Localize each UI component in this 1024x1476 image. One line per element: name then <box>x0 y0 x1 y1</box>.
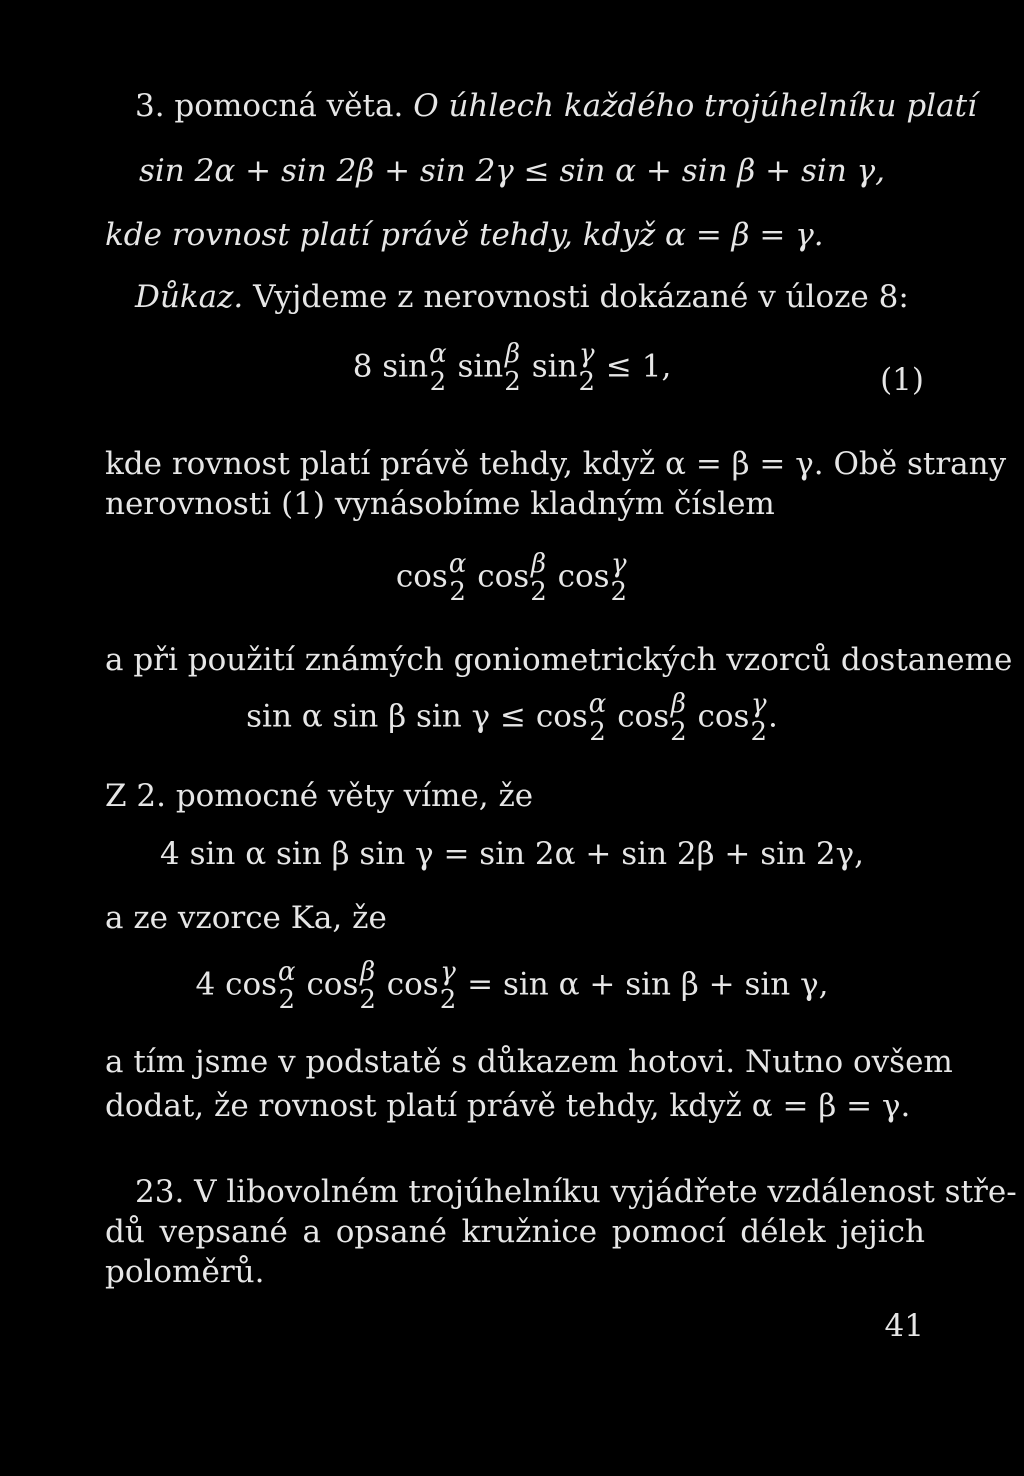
equation-number: (1) <box>880 362 924 398</box>
eq3-suffix: . <box>768 698 778 735</box>
fraction-gamma-half: γ 2 <box>610 549 628 607</box>
lemma-statement: O úhlech každého trojúhelníku platí <box>413 88 977 124</box>
fraction-alpha-half: α 2 <box>429 339 447 397</box>
eq1-prefix: 8 sin <box>352 348 429 385</box>
fraction-alpha-half: α 2 <box>448 549 467 607</box>
fraction-beta-half: β 2 <box>670 689 687 747</box>
proof-line-e: a ze vzorce Ka, že <box>105 900 387 936</box>
proof-line-d: Z 2. pomocné věty víme, že <box>105 778 534 814</box>
lemma-condition: kde rovnost platí právě tehdy, když α = β = γ. <box>105 217 824 253</box>
proof-line-f: a tím jsme v podstatě s důkazem hotovi. Nutno ovšem <box>105 1044 953 1080</box>
eq2-cos-2: cos <box>477 558 530 595</box>
eq1-sin-2: sin <box>531 348 578 385</box>
equation-4: 4 sin α sin β sin γ = sin 2α + sin 2β + sin 2γ, <box>160 836 864 872</box>
lemma-equation: sin 2α + sin 2β + sin 2γ ≤ sin α + sin β + sin γ, <box>138 153 886 189</box>
fraction-gamma-half: γ 2 <box>578 339 596 397</box>
eq5-suffix: = sin α + sin β + sin γ, <box>467 966 829 1003</box>
problem-23-line-2: dů vepsané a opsané kružnice pomocí délek jejich <box>105 1214 925 1250</box>
fraction-alpha-half: α 2 <box>588 689 607 747</box>
page-number: 41 <box>884 1308 924 1344</box>
eq1-suffix: ≤ 1, <box>605 348 672 385</box>
proof-intro-line <box>105 277 925 317</box>
equation-5 <box>0 958 1024 1014</box>
equation-1 <box>0 340 1024 396</box>
fraction-beta-half: β 2 <box>504 339 521 397</box>
proof-line-b: nerovnosti (1) vynásobíme kladným číslem <box>105 486 775 522</box>
eq3-cos-2: cos <box>617 698 670 735</box>
eq5-cos-3: cos <box>386 966 439 1003</box>
eq5-cos-2: cos <box>306 966 359 1003</box>
proof-label: Důkaz. <box>135 279 244 315</box>
eq5-prefix: 4 cos <box>195 966 278 1003</box>
fraction-beta-half: β 2 <box>359 957 376 1015</box>
eq2-cos-3: cos <box>557 558 610 595</box>
lemma-heading: 3. pomocná věta. <box>135 88 404 124</box>
fraction-gamma-half: γ 2 <box>439 957 457 1015</box>
fraction-beta-half: β 2 <box>530 549 547 607</box>
proof-line-a: kde rovnost platí právě tehdy, když α = β = γ. Obě strany <box>105 446 1007 482</box>
fraction-alpha-half: α 2 <box>278 957 296 1015</box>
lemma-heading-line <box>105 86 977 126</box>
eq3-prefix: sin α sin β sin γ ≤ cos <box>246 698 588 735</box>
problem-23-line-3: poloměrů. <box>105 1254 265 1290</box>
fraction-gamma-half: γ 2 <box>750 689 768 747</box>
proof-line-g: dodat, že rovnost platí právě tehdy, když α = β = γ. <box>105 1088 911 1124</box>
problem-23-line-1: 23. V libovolném trojúhelníku vyjádřete vzdálenost stře- <box>135 1174 1017 1210</box>
equation-3 <box>0 690 1024 746</box>
proof-line-c: a při použití známých goniometrických vzorců dostaneme <box>105 642 1013 678</box>
eq1-sin-1: sin <box>457 348 504 385</box>
equation-2 <box>0 550 1024 606</box>
proof-intro: Vyjdeme z nerovnosti dokázané v úloze 8: <box>253 279 909 315</box>
eq3-cos-3: cos <box>697 698 750 735</box>
eq2-cos-1: cos <box>395 558 448 595</box>
